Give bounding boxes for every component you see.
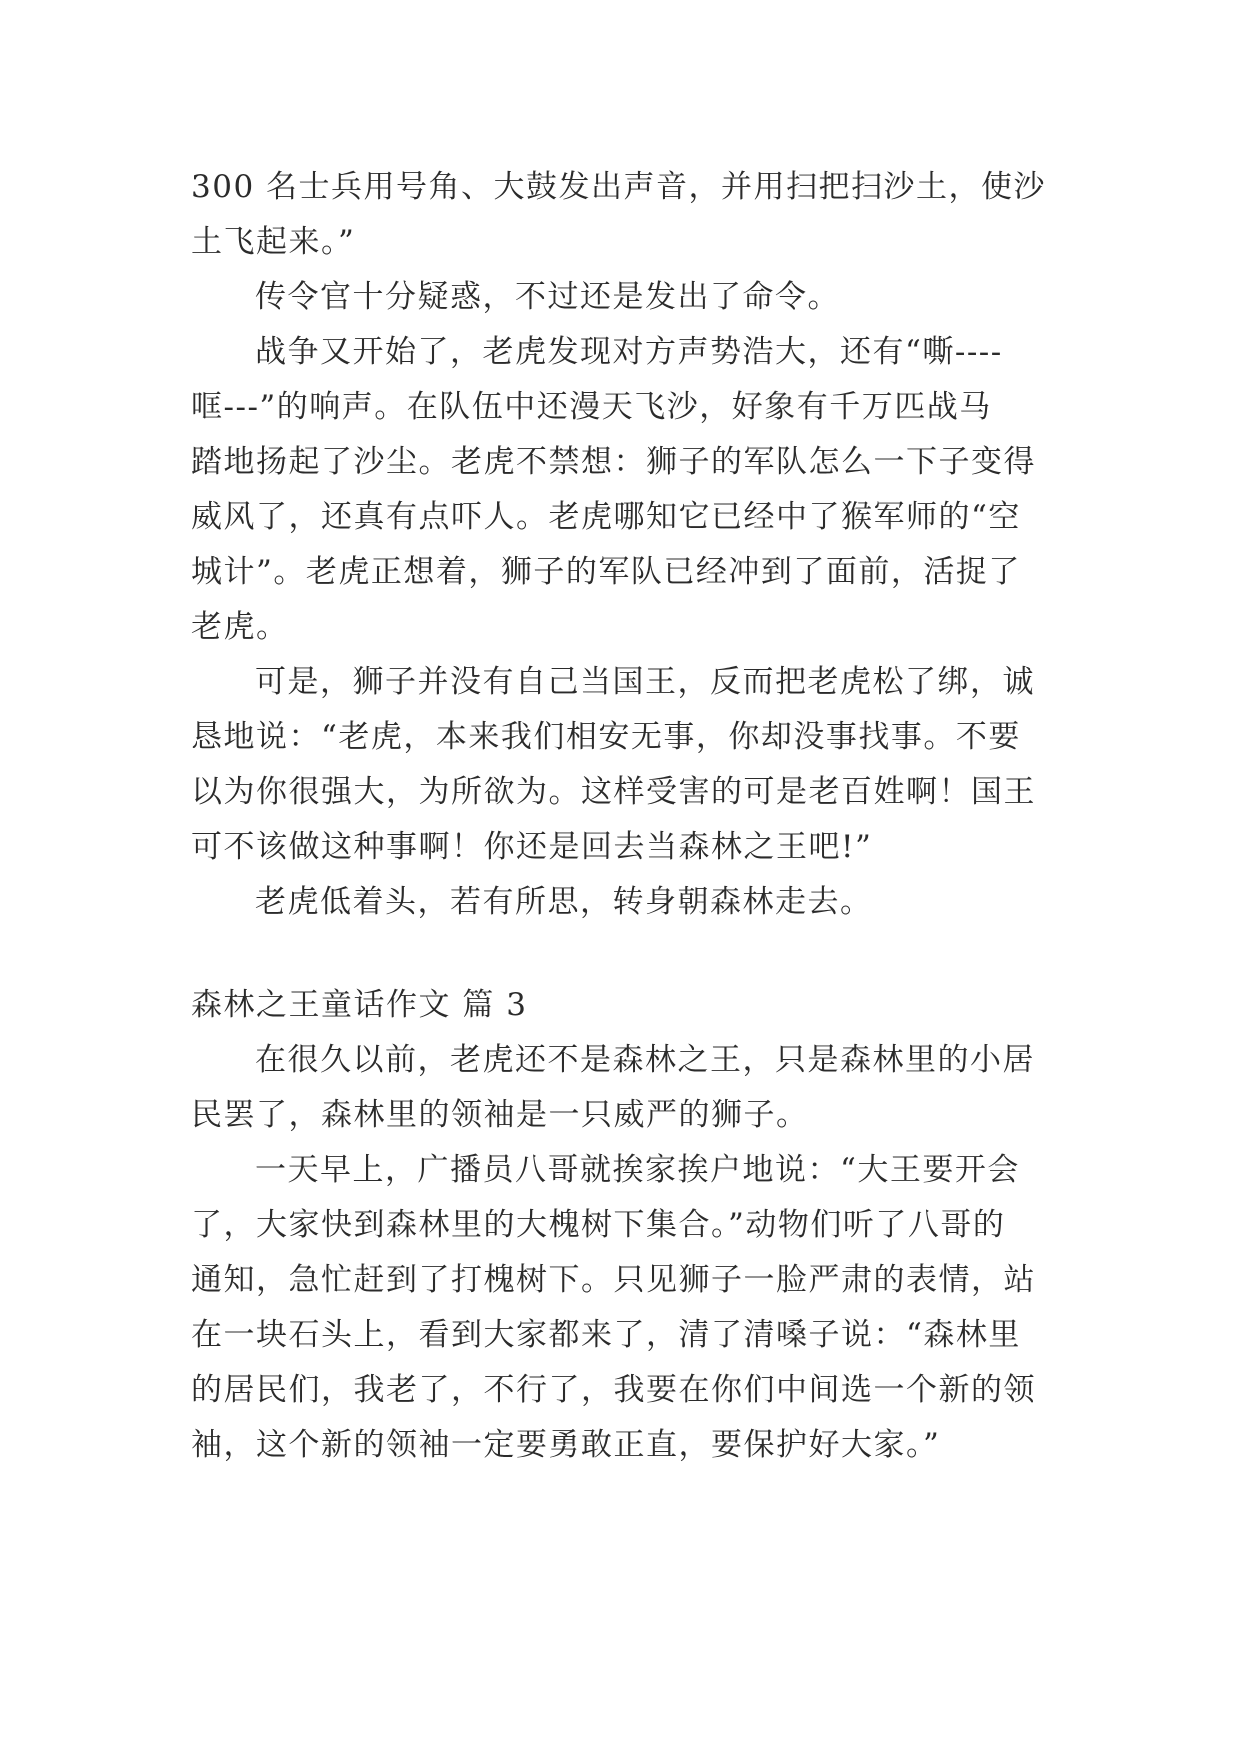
document-page (191, 160, 1053, 1473)
paragraph-line: 战争又开始了，老虎发现对方声势浩大，还有“嘶---- (255, 334, 1003, 370)
paragraph-line: 以为你很强大，为所欲为。这样受害的可是老百姓啊！国王 (191, 774, 1036, 810)
paragraph-line: 可不该做这种事啊！你还是回去当森林之王吧!” (191, 829, 873, 865)
paragraph-line: 老虎低着头，若有所思，转身朝森林走去。 (255, 884, 873, 920)
paragraph-line: 恳地说：“老虎，本来我们相安无事，你却没事找事。不要 (191, 719, 1021, 755)
paragraph-line: 传令官十分疑惑，不过还是发出了命令。 (255, 279, 840, 315)
paragraph-line: 哐---”的响声。在队伍中还漫天飞沙，好象有千万匹战马 (191, 389, 992, 425)
paragraph-line: 土飞起来。” (191, 224, 356, 260)
paragraph-line: 威风了，还真有点吓人。老虎哪知它已经中了猴军师的“空 (191, 499, 1021, 535)
paragraph-line: 踏地扬起了沙尘。老虎不禁想：狮子的军队怎么一下子变得 (191, 444, 1036, 480)
paragraph-line: 在很久以前，老虎还不是森林之王，只是森林里的小居 (255, 1042, 1035, 1078)
paragraph-line: 老虎。 (191, 609, 289, 645)
paragraph-line: 通知，急忙赶到了打槐树下。只见狮子一脸严肃的表情，站 (191, 1262, 1036, 1298)
paragraph-line: 可是，狮子并没有自己当国王，反而把老虎松了绑，诚 (255, 664, 1035, 700)
paragraph-line: 一天早上，广播员八哥就挨家挨户地说：“大王要开会 (255, 1152, 1020, 1188)
paragraph-line: 了，大家快到森林里的大槐树下集合。”动物们听了八哥的 (191, 1207, 1006, 1243)
paragraph-line: 的居民们，我老了，不行了，我要在你们中间选一个新的领 (191, 1372, 1036, 1408)
paragraph-line: 袖，这个新的领袖一定要勇敢正直，要保护好大家。” (191, 1427, 941, 1463)
section-heading: 森林之王童话作文 篇 3 (191, 987, 528, 1023)
paragraph-line: 城计”。老虎正想着，狮子的军队已经冲到了面前，活捉了 (191, 554, 1021, 590)
paragraph-line: 在一块石头上，看到大家都来了，清了清嗓子说：“森林里 (191, 1317, 1021, 1353)
paragraph-line: 民罢了，森林里的领袖是一只威严的狮子。 (191, 1097, 809, 1133)
paragraph-line: 300 名士兵用号角、大鼓发出声音，并用扫把扫沙土，使沙 (191, 169, 1047, 205)
